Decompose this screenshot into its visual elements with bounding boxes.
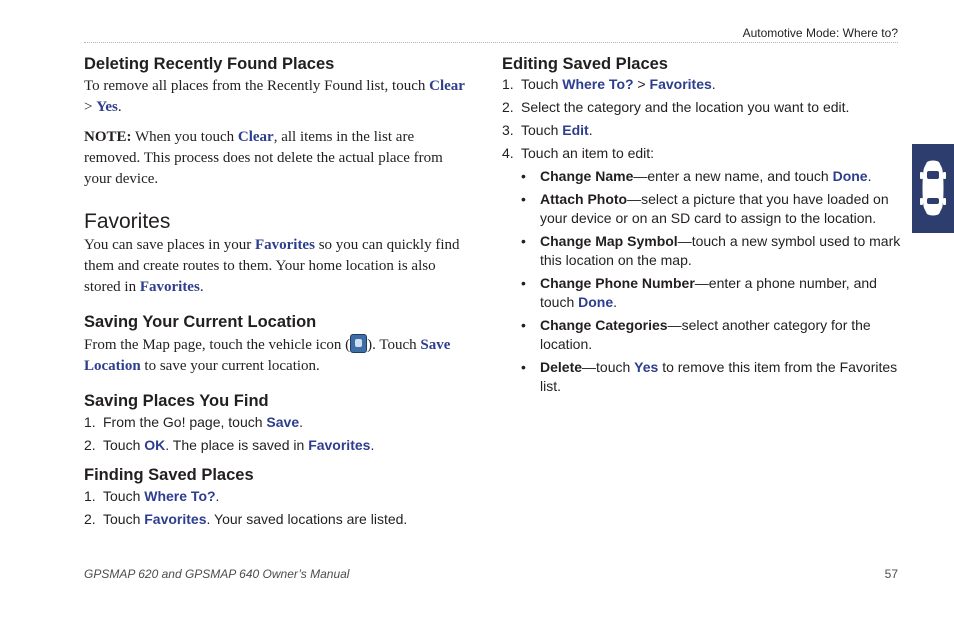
- vehicle-icon: [350, 334, 367, 353]
- save-keyword: Save: [266, 414, 300, 430]
- saving-found-heading: Saving Places You Find: [84, 392, 269, 410]
- right-column: [502, 54, 902, 400]
- list-item: 4. Touch an item to edit:: [502, 145, 655, 161]
- footer-manual-title: GPSMAP 620 and GPSMAP 640 Owner’s Manual: [84, 567, 350, 581]
- saving-found-steps: [84, 413, 470, 455]
- edit-options-list: [502, 167, 902, 396]
- header-divider: [84, 42, 898, 43]
- saving-current-heading: Saving Your Current Location: [84, 313, 317, 331]
- finding-steps: [84, 487, 470, 529]
- favorites-keyword: Favorites: [144, 511, 207, 527]
- favorites-keyword: Favorites: [254, 237, 315, 253]
- list-item: • Change Name—enter a new name, and touch Done.: [521, 168, 872, 184]
- section-tab: [912, 144, 954, 233]
- list-item: 1. Touch Where To? > Favorites.: [502, 76, 716, 92]
- editing-heading: Editing Saved Places: [502, 55, 668, 73]
- favorites-keyword: Favorites: [649, 76, 712, 92]
- clear-keyword: Clear: [237, 129, 274, 145]
- save-location-keyword: Save Location: [84, 337, 451, 374]
- deleting-paragraph: To remove all places from the Recently Found list, touch Clear > Yes.: [84, 78, 465, 115]
- list-item: • Change Phone Number—enter a phone number, and touch Done.: [521, 275, 877, 310]
- car-icon: [918, 158, 948, 218]
- ok-keyword: OK: [144, 437, 166, 453]
- list-item: 1. Touch Where To?.: [84, 488, 220, 504]
- done-keyword: Done: [578, 294, 614, 310]
- yes-keyword: Yes: [634, 359, 659, 375]
- list-item: • Delete—touch Yes to remove this item from the Favorites list.: [521, 359, 898, 394]
- note-label: NOTE:: [84, 129, 132, 145]
- list-item: • Attach Photo—select a picture that you have loaded on your device or on an SD card to assign to the location.: [521, 191, 889, 226]
- saving-current-paragraph: From the Map page, touch the vehicle icon ( ). Touch Save Location to save your current location.: [84, 334, 470, 377]
- done-keyword: Done: [832, 168, 868, 184]
- yes-keyword: Yes: [96, 99, 118, 115]
- favorites-keyword: Favorites: [139, 279, 200, 295]
- editing-steps: [502, 75, 902, 163]
- list-item: 2. Touch Favorites. Your saved locations are listed.: [84, 511, 408, 527]
- list-item: 1. From the Go! page, touch Save.: [84, 414, 304, 430]
- edit-keyword: Edit: [562, 122, 589, 138]
- list-item: • Change Categories—select another category for the location.: [521, 317, 871, 352]
- finding-heading: Finding Saved Places: [84, 466, 254, 484]
- left-column: [84, 54, 470, 533]
- favorites-heading: Favorites: [84, 210, 171, 233]
- list-item: 2. Select the category and the location you want to edit.: [502, 99, 850, 115]
- list-item: 3. Touch Edit.: [502, 122, 593, 138]
- clear-keyword: Clear: [429, 78, 465, 94]
- favorites-keyword: Favorites: [308, 437, 371, 453]
- running-header: Automotive Mode: Where to?: [742, 26, 898, 40]
- where-to-keyword: Where To?: [562, 76, 634, 92]
- deleting-heading: Deleting Recently Found Places: [84, 55, 335, 73]
- where-to-keyword: Where To?: [144, 488, 216, 504]
- list-item: 2. Touch OK. The place is saved in Favorites.: [84, 437, 375, 453]
- list-item: • Change Map Symbol—touch a new symbol used to mark this location on the map.: [521, 233, 901, 268]
- favorites-paragraph: You can save places in your Favorites so you can quickly find them and create routes to them. Your home location is also stored in Favorites.: [84, 237, 460, 295]
- page-number: 57: [884, 567, 898, 581]
- note-paragraph: NOTE: When you touch Clear, all items in the list are removed. This process does not delete the actual place from your device.: [84, 129, 443, 187]
